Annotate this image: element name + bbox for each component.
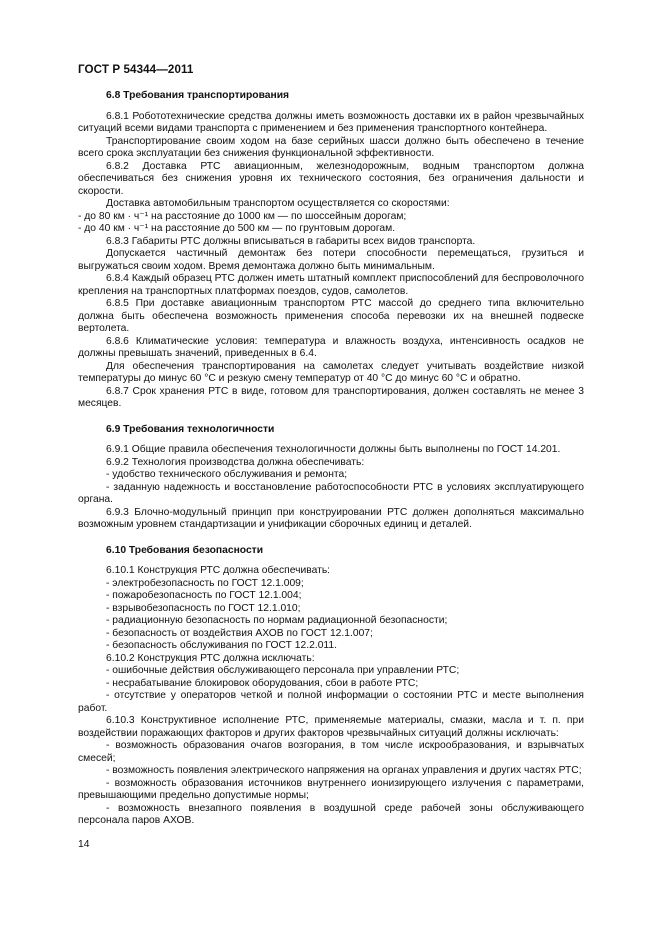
list-item: - несрабатывание блокировок оборудования, сбои в работе РТС; bbox=[106, 677, 419, 689]
list-item: - до 40 км · ч⁻¹ на расстояние до 500 км — по грунтовым дорогам. bbox=[78, 223, 396, 234]
paragraph: 6.10.3 Конструктивное исполнение РТС, применяемые материалы, смазки, масла и т. п. при воздействии поражающих факторов и других факторов чрезвычайных ситуаций должны исключать: bbox=[78, 715, 584, 739]
paragraph: 6.8.6 Климатические условия: температура и влажность воздуха, интенсивность осадков не должны превышать значений, приведенных в 6.4. bbox=[78, 335, 584, 359]
list-item: - возможность появления электрического напряжения на органах управления и других частях РТС; bbox=[106, 765, 582, 776]
list-item: - возможность образования источников внутреннего ионизирующего излучения с параметрами, превышающими предельно допустимые нормы; bbox=[78, 777, 584, 801]
paragraph: Транспортирование своим ходом на базе серийных шасси должно быть обеспечено в течение всего срока эксплуатации без снижения функциональной эффективности. bbox=[78, 135, 584, 159]
list-item: - отсутствие у операторов четкой и полной информации о состоянии РТС и месте выполнения работ. bbox=[78, 690, 584, 714]
paragraph: 6.8.2 Доставка РТС авиационным, железнодорожным, водным транспортом должна обеспечиваться без снижения уровня их технического состояния, без ограничения дальности и скорости. bbox=[78, 160, 584, 197]
paragraph: 6.9.3 Блочно-модульный принцип при конструировании РТС должен дополняться максимально возможным уровнем стандартизации и унификации сборочных единиц и деталей. bbox=[78, 506, 584, 530]
paragraph: 6.10.2 Конструкция РТС должна исключать: bbox=[106, 652, 315, 664]
section-heading: 6.9 Требования технологичности bbox=[106, 423, 275, 435]
section-heading: 6.10 Требования безопасности bbox=[106, 544, 264, 556]
paragraph: 6.8.3 Габариты РТС должны вписываться в габариты всех видов транспорта. bbox=[106, 235, 476, 247]
list-item: - пожаробезопасность по ГОСТ 12.1.004; bbox=[106, 590, 302, 601]
list-item: - до 80 км · ч⁻¹ на расстояние до 1000 км — по шоссейным дорогам; bbox=[78, 210, 407, 222]
paragraph: 6.8.1 Робототехнические средства должны иметь возможность доставки их в район чрезвычайных ситуаций всеми видами транспорта с применением и без применения транспортного контейнера. bbox=[78, 110, 584, 134]
list-item: - взрывобезопасность по ГОСТ 12.1.010; bbox=[106, 602, 301, 614]
list-item: - заданную надежность и восстановление работоспособности РТС в условиях эксплуатирующего органа. bbox=[78, 481, 584, 505]
paragraph: 6.10.1 Конструкция РТС должна обеспечивать: bbox=[106, 565, 331, 576]
paragraph: 6.9.2 Технология производства должна обеспечивать: bbox=[106, 456, 365, 468]
list-item: - возможность внезапного появления в воздушной среде рабочей зоны обслуживающего персонала паров АХОВ. bbox=[78, 802, 584, 826]
paragraph: 6.8.7 Срок хранения РТС в виде, готовом для транспортирования, должен составлять не менее 3 месяцев. bbox=[78, 385, 584, 409]
paragraph: Для обеспечения транспортирования на самолетах следует учитывать воздействие низкой температуры до минус 60 °С и резкую смену температур от 40 °С до минус 60 °С и обратно. bbox=[78, 360, 584, 384]
document-body bbox=[78, 90, 584, 828]
document-number: ГОСТ Р 54344—2011 bbox=[78, 63, 194, 76]
list-item: - радиационную безопасность по нормам радиационной безопасности; bbox=[106, 615, 448, 626]
paragraph: 6.8.4 Каждый образец РТС должен иметь штатный комплект приспособлений для беспроволочного крепления на транспортных платформах поездов, судов, самолетов. bbox=[78, 273, 584, 297]
paragraph: Допускается частичный демонтаж без потери способности перемещаться, грузиться и выгружаться своим ходом. Время демонтажа должно быть минимальным. bbox=[78, 248, 584, 272]
list-item: - ошибочные действия обслуживающего персонала при управлении РТС; bbox=[106, 665, 460, 676]
paragraph: 6.8.5 При доставке авиационным транспортом РТС массой до среднего типа включительно должна быть обеспечена возможность применения способа перевозки их на внешней подвеске вертолета. bbox=[78, 298, 584, 334]
list-item: - электробезопасность по ГОСТ 12.1.009; bbox=[106, 577, 304, 589]
paragraph: 6.9.1 Общие правила обеспечения технологичности должны быть выполнены по ГОСТ 14.201. bbox=[106, 444, 561, 455]
list-item: - безопасность обслуживания по ГОСТ 12.2.011. bbox=[106, 640, 337, 651]
paragraph: Доставка автомобильным транспортом осуществляется со скоростями: bbox=[106, 198, 450, 209]
list-item: - удобство технического обслуживания и ремонта; bbox=[106, 469, 348, 480]
list-item: - безопасность от воздействия АХОВ по ГОСТ 12.1.007; bbox=[106, 627, 373, 639]
list-item: - возможность образования очагов возгорания, в том числе искрообразования, и взрывчатых смесей; bbox=[78, 740, 584, 764]
page-number: 14 bbox=[78, 839, 90, 850]
section-heading: 6.8 Требования транспортирования bbox=[106, 90, 290, 101]
